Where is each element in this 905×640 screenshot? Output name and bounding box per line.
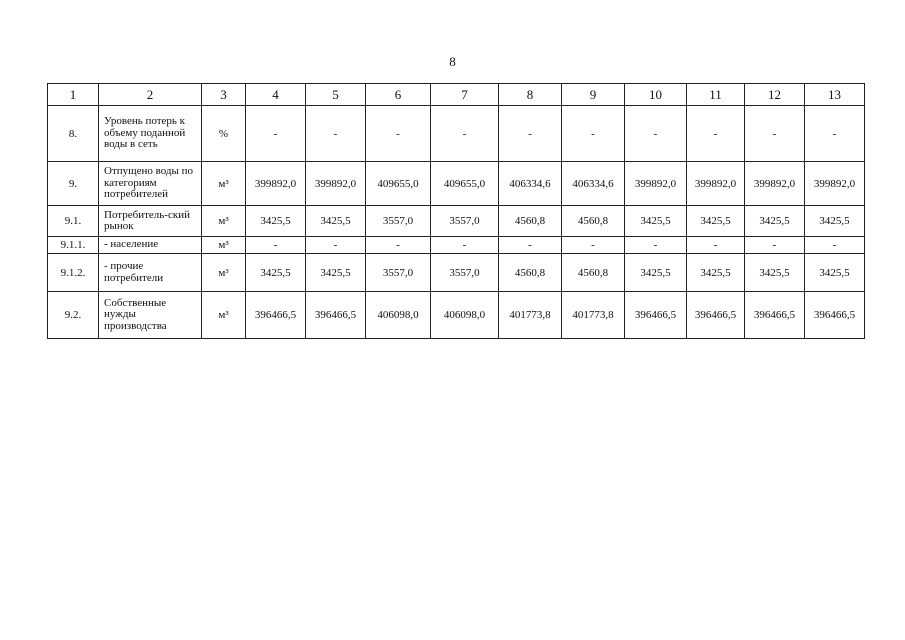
value-cell: 3557,0 [431, 254, 499, 292]
value-cell: 3425,5 [805, 254, 865, 292]
value-cell: - [499, 237, 562, 254]
row-number: 9.1.2. [48, 254, 99, 292]
value-cell: 409655,0 [366, 162, 431, 206]
value-cell: 4560,8 [499, 254, 562, 292]
row-number: 9.2. [48, 292, 99, 339]
value-cell: - [805, 237, 865, 254]
value-cell: 406098,0 [366, 292, 431, 339]
table-row [48, 106, 865, 162]
value-cell: 3425,5 [625, 254, 687, 292]
row-unit: м³ [202, 237, 246, 254]
value-cell: 401773,8 [562, 292, 625, 339]
value-cell: 399892,0 [306, 162, 366, 206]
value-cell: - [366, 237, 431, 254]
value-cell: 406334,6 [499, 162, 562, 206]
value-cell: - [246, 237, 306, 254]
table-row [48, 206, 865, 237]
value-cell: - [805, 106, 865, 162]
value-cell: 399892,0 [687, 162, 745, 206]
table-row [48, 292, 865, 339]
value-cell: 3425,5 [805, 206, 865, 237]
page-number: 8 [449, 54, 456, 69]
value-cell: 406334,6 [562, 162, 625, 206]
row-number: 9.1. [48, 206, 99, 237]
value-cell: 409655,0 [431, 162, 499, 206]
value-cell: 396466,5 [687, 292, 745, 339]
row-unit: м³ [202, 162, 246, 206]
value-cell: - [431, 106, 499, 162]
value-cell: 3557,0 [366, 254, 431, 292]
table-row [48, 254, 865, 292]
header-row [48, 84, 865, 106]
row-unit: % [202, 106, 246, 162]
value-cell: 406098,0 [431, 292, 499, 339]
column-header: 12 [745, 84, 805, 106]
row-name: Собственные нужды производства [99, 292, 202, 339]
value-cell: 3425,5 [625, 206, 687, 237]
value-cell: 399892,0 [805, 162, 865, 206]
value-cell: 399892,0 [625, 162, 687, 206]
value-cell: 3425,5 [687, 206, 745, 237]
table-row [48, 237, 865, 254]
row-number: 9. [48, 162, 99, 206]
value-cell: - [745, 237, 805, 254]
column-header: 5 [306, 84, 366, 106]
column-header: 8 [499, 84, 562, 106]
value-cell: 4560,8 [562, 206, 625, 237]
value-cell: - [625, 237, 687, 254]
column-header: 7 [431, 84, 499, 106]
value-cell: 3425,5 [306, 254, 366, 292]
value-cell: - [625, 106, 687, 162]
value-cell: 3425,5 [246, 254, 306, 292]
row-name: Потребитель-ский рынок [99, 206, 202, 237]
column-header: 3 [202, 84, 246, 106]
value-cell: - [246, 106, 306, 162]
row-number: 9.1.1. [48, 237, 99, 254]
value-cell: - [431, 237, 499, 254]
value-cell: 399892,0 [246, 162, 306, 206]
value-cell: 3557,0 [366, 206, 431, 237]
row-name: - прочие потребители [99, 254, 202, 292]
row-unit: м³ [202, 254, 246, 292]
column-header: 2 [99, 84, 202, 106]
column-header: 10 [625, 84, 687, 106]
value-cell: - [306, 106, 366, 162]
column-header: 4 [246, 84, 306, 106]
row-number: 8. [48, 106, 99, 162]
data-table [47, 83, 865, 339]
row-name: Отпущено воды по категориям потребителей [99, 162, 202, 206]
value-cell: 3425,5 [745, 206, 805, 237]
value-cell: 396466,5 [625, 292, 687, 339]
value-cell: 396466,5 [246, 292, 306, 339]
row-name: - население [99, 237, 202, 254]
column-header: 9 [562, 84, 625, 106]
value-cell: 396466,5 [745, 292, 805, 339]
row-unit: м³ [202, 292, 246, 339]
value-cell: 3425,5 [246, 206, 306, 237]
value-cell: - [745, 106, 805, 162]
value-cell: - [687, 106, 745, 162]
value-cell: 401773,8 [499, 292, 562, 339]
value-cell: 3425,5 [306, 206, 366, 237]
value-cell: 396466,5 [805, 292, 865, 339]
column-header: 1 [48, 84, 99, 106]
value-cell: 3425,5 [745, 254, 805, 292]
value-cell: - [687, 237, 745, 254]
value-cell: 4560,8 [562, 254, 625, 292]
row-unit: м³ [202, 206, 246, 237]
value-cell: 3557,0 [431, 206, 499, 237]
value-cell: 3425,5 [687, 254, 745, 292]
column-header: 11 [687, 84, 745, 106]
value-cell: 396466,5 [306, 292, 366, 339]
table-row [48, 162, 865, 206]
value-cell: - [499, 106, 562, 162]
value-cell: - [562, 106, 625, 162]
value-cell: - [366, 106, 431, 162]
value-cell: 4560,8 [499, 206, 562, 237]
value-cell: - [562, 237, 625, 254]
column-header: 13 [805, 84, 865, 106]
column-header: 6 [366, 84, 431, 106]
value-cell: 399892,0 [745, 162, 805, 206]
value-cell: - [306, 237, 366, 254]
row-name: Уровень потерь к объему поданной воды в сеть [99, 106, 202, 162]
